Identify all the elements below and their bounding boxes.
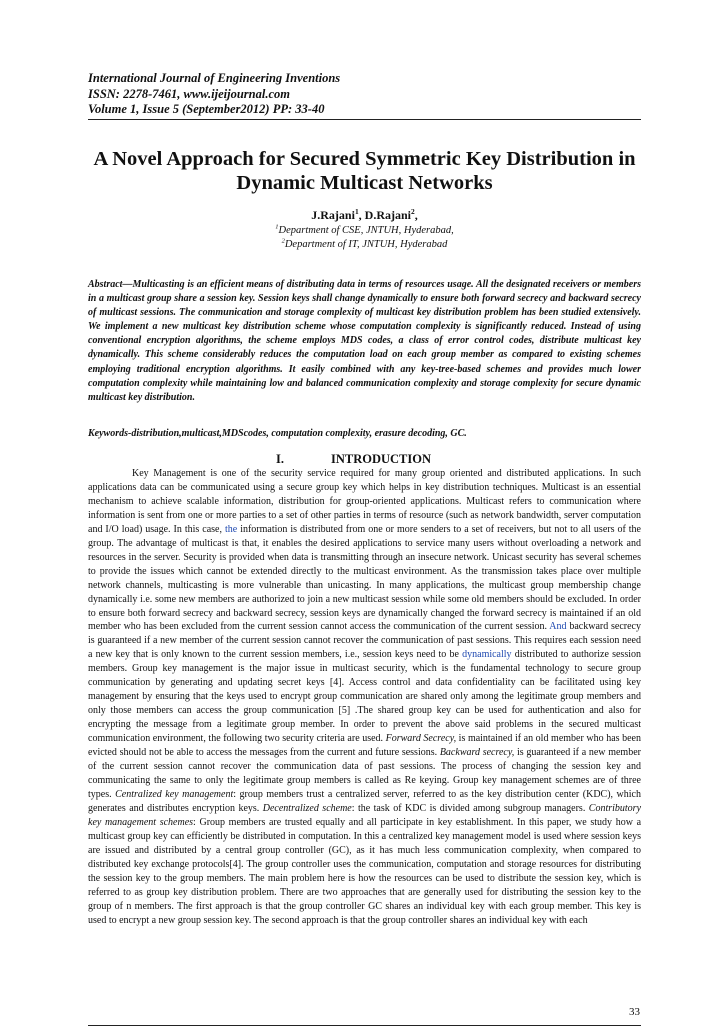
body-text-run: : Group members are trusted equally and all participate in key establishment. In this paper, we study how a multicast group key can efficiently be distributed in computation. In this a centralized key management model is used where session keys are issued and distributed by a central group controller (GC), as it has much less communication complexity, when compared to distributed key exchange protocols[4]. The group controller uses the communication, computation and storage resources for distributing the session key to the group members. The main problem here is how the resources can be used to distribute the session key, which is referred to as group key distribution problem. There are two approaches that are generally used for distributing the session key to the group of n members. The first approach is that the group controller GC shares an individual key with each group member. This key is used to encrypt a new group session key. The second approach is that the group controller shares an individual key with each (88, 816, 642, 926)
highlighted-word: the (224, 523, 238, 535)
paper-title: A Novel Approach for Secured Symmetric Key Distribution in Dynamic Multicast Networks (93, 148, 636, 194)
abstract: Abstract—Multicasting is an efficient means of distributing data in terms of resources usage. All the designated receivers or members in a multicast group share a session key. Session keys shall change dynamically to ensure both forward secrecy and backward secrecy of multicast sessions. The communication and storage complexity of multicast key distribution problem has been studied extensively. We implement a new multicast key distribution scheme whose computation complexity is significantly reduced. Instead of using conventional encryption algorithms, the scheme employs MDS codes, a class of error control codes, distribute multicast key dynamically. This scheme considerably reduces the computation load on each group member as compared to existing schemes employing traditional encryption algorithms. It easily combined with any key-tree-based schemes and provides much lower computation complexity while maintaining low and balanced communication complexity and storage complexity for secure dynamic multicast key distribution. (88, 279, 641, 403)
term-backward-secrecy: Backward secrecy, (439, 747, 515, 759)
term-forward-secrecy: Forward Secrecy, (385, 733, 457, 745)
keywords: Keywords-distribution,multicast,MDScodes, computation complexity, erasure decoding, GC. (88, 428, 467, 439)
page-number: 33 (629, 1006, 640, 1018)
section-title: INTRODUCTION (331, 452, 432, 466)
highlighted-word: And (549, 621, 567, 633)
body-text-run: backward secrecy is guaranteed if a new member of the current session cannot recover the communication of past sessions. This requires each session need a new key that is only known to the current session members, i.e., session keys need to be (88, 621, 642, 661)
journal-issn: ISSN: 2278-7461, www.ijeijournal.com (88, 86, 290, 101)
author-line (88, 208, 641, 222)
affiliation-1-text: Department of CSE, JNTUH, Hyderabad, (278, 225, 454, 236)
body-text-run: information is distributed from one or more senders to a set of receivers, but not to all users of the group. The advantage of multicast is that, it enables the desired applications to service many users without overloading a network and resources in the server. Security is provided when data is transmitting through an insecure network. Unicast security has several schemes to provide the issues which cannot be extended directly to the multicast environment. As the transmission takes place over multiple network channels, multicasting is more vulnerable than unicasting. In many applications, the multicast group membership change dynamically i.e. some new members are authorized to join a new multicast session while some old members should be excluded. In order to ensure both forward secrecy and backward secrecy, session keys are dynamically changed the forward secrecy is maintained if an old member who has been excluded from the current session cannot access the communication of the current session. (88, 523, 641, 633)
affiliation-1-mark: 1 (275, 223, 279, 231)
journal-volume: Volume 1, Issue 5 (September2012) PP: 33-40 (88, 102, 325, 116)
body-text-run: Key Management is one of the security service required for many group oriented and distributed applications. In such applications data can be communicated using a secure group key which helps in key distribution techniques. Multicast is an essential mechanism to achieve scalable information, distribution for group-oriented applications. Multicast refers to communication where information is sent from one or more parties to a set of other parties in terms of resource (such as network bandwidth, server computation and I/O load) usage. In this case, (88, 468, 641, 535)
footer-divider (88, 1025, 641, 1026)
author-2: D.Rajani (364, 208, 411, 222)
body-text-run: distributed to authorize session members. Group key management is the major issue in multicast security, which is the fundamental technology to secure group communication by generating and updating secret keys [4]. Access control and data confidentiality can be facilitated using key management by ensuring that the keys used to encrypt group communication are shared only among the legitimate group members and only those members can access the group communication [5] .The shared group key can be used for authentication and also for encrypting the message from a legitimate group member. In order to prevent the above said problems in the secured multicast communication environment, the following two security criteria are used. (88, 649, 641, 745)
affiliation-2-text: Department of IT, JNTUH, Hyderabad (284, 239, 448, 250)
header-divider (88, 119, 641, 120)
affiliation-2 (88, 239, 641, 251)
affiliation-2-mark: 2 (281, 237, 285, 245)
body-text-run: : the task of KDC is divided among subgroup managers. (351, 802, 589, 814)
journal-header (88, 71, 648, 118)
author-2-affiliation-mark: 2 (411, 207, 415, 216)
body-text-run: : group members trust a centralized server, referred to as the key distribution center (KDC), which generates and distributes encryption keys. (88, 788, 641, 814)
affiliation-1 (88, 225, 641, 237)
highlighted-word: dynamically (462, 649, 512, 661)
section-number: I. (276, 452, 284, 466)
body-text-run: is guaranteed if a new member of the current session cannot recover the communication data of past sessions. The process of changing the session key and communicating the same to only the legitimate group members is called as Re keying. Group key management schemes are of three types. (88, 747, 641, 800)
author-line-end: , (414, 208, 418, 222)
body-text-run: is maintained if an old member who has been evicted should not be able to access the messages from the current and future sessions. (88, 733, 641, 759)
author-1-affiliation-mark: 1 (354, 207, 359, 216)
author-separator: , (358, 208, 365, 222)
introduction-body (88, 467, 641, 927)
author-1: J.Rajani (311, 208, 355, 222)
term-contributory-key-management: Contributory key management schemes (88, 802, 642, 828)
term-decentralized-scheme: Decentralized scheme (262, 802, 352, 814)
term-centralized-key-management: Centralized key management (115, 788, 234, 800)
journal-name: International Journal of Engineering Inventions (88, 71, 341, 85)
